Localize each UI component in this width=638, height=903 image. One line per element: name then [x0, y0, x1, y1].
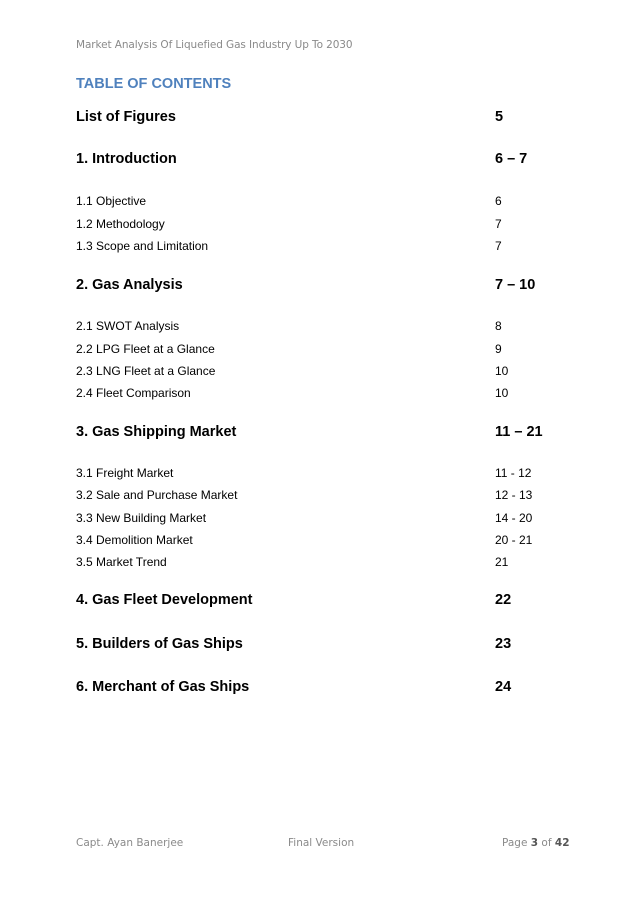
- footer-author: Capt. Ayan Banerjee: [76, 837, 184, 849]
- footer-page-current: 3: [530, 837, 539, 849]
- footer-page-of: of: [541, 837, 552, 849]
- toc-entry-label: 3.1 Freight Market: [76, 466, 174, 480]
- footer-page-prefix: Page: [502, 837, 528, 849]
- toc-entry-label: 6. Merchant of Gas Ships: [76, 679, 250, 695]
- toc-entry-page: 7: [495, 239, 502, 253]
- toc-entry-page: 10: [495, 386, 509, 400]
- toc-entry-page: 6: [495, 194, 502, 208]
- toc-entry-label: List of Figures: [76, 109, 176, 125]
- toc-entry-label: 3. Gas Shipping Market: [76, 424, 237, 440]
- toc-entry-page: 22: [495, 592, 512, 608]
- toc-heading: TABLE OF CONTENTS: [76, 76, 232, 92]
- toc-entry-page: 20 - 21: [495, 533, 533, 547]
- toc-entry-page: 6 – 7: [495, 151, 528, 167]
- toc-entry-label: 1.1 Objective: [76, 194, 147, 208]
- footer-page-number: [502, 837, 570, 849]
- toc-entry-label: 2.2 LPG Fleet at a Glance: [76, 342, 215, 356]
- toc-entry-page: 21: [495, 555, 509, 569]
- toc-entry-label: 2.1 SWOT Analysis: [76, 319, 180, 333]
- footer-page-total: 42: [554, 837, 570, 849]
- toc-entry-page: 10: [495, 364, 509, 378]
- toc-entry-page: 8: [495, 319, 502, 333]
- toc-entry-page: 11 - 12: [495, 466, 532, 480]
- toc-entry-label: 4. Gas Fleet Development: [76, 592, 253, 608]
- footer-version: Final Version: [288, 837, 355, 849]
- toc-entry-label: 3.5 Market Trend: [76, 555, 167, 569]
- toc-entry-label: 2. Gas Analysis: [76, 277, 183, 293]
- toc-entry-label: 3.3 New Building Market: [76, 511, 207, 525]
- toc-entry-label: 3.4 Demolition Market: [76, 533, 193, 547]
- toc-entry-page: 9: [495, 342, 502, 356]
- running-header: Market Analysis Of Liquefied Gas Industry Up To 2030: [76, 39, 353, 51]
- toc-entry-label: 2.3 LNG Fleet at a Glance: [76, 364, 216, 378]
- toc-entry-label: 1. Introduction: [76, 151, 177, 167]
- toc-entry-page: 11 – 21: [495, 424, 543, 440]
- toc-entry-label: 1.2 Methodology: [76, 217, 165, 231]
- toc-entry-label: 2.4 Fleet Comparison: [76, 386, 191, 400]
- toc-entry-page: 7: [495, 217, 502, 231]
- toc-entry-page: 23: [495, 636, 512, 652]
- toc-entry-label: 3.2 Sale and Purchase Market: [76, 488, 238, 502]
- toc-entry-page: 5: [495, 109, 504, 125]
- toc-entry-page: 12 - 13: [495, 488, 533, 502]
- toc-entry-page: 24: [495, 679, 512, 695]
- toc-entry-label: 5. Builders of Gas Ships: [76, 636, 243, 652]
- toc-entry-page: 14 - 20: [495, 511, 533, 525]
- toc-entry-label: 1.3 Scope and Limitation: [76, 239, 209, 253]
- toc-entry-page: 7 – 10: [495, 277, 536, 293]
